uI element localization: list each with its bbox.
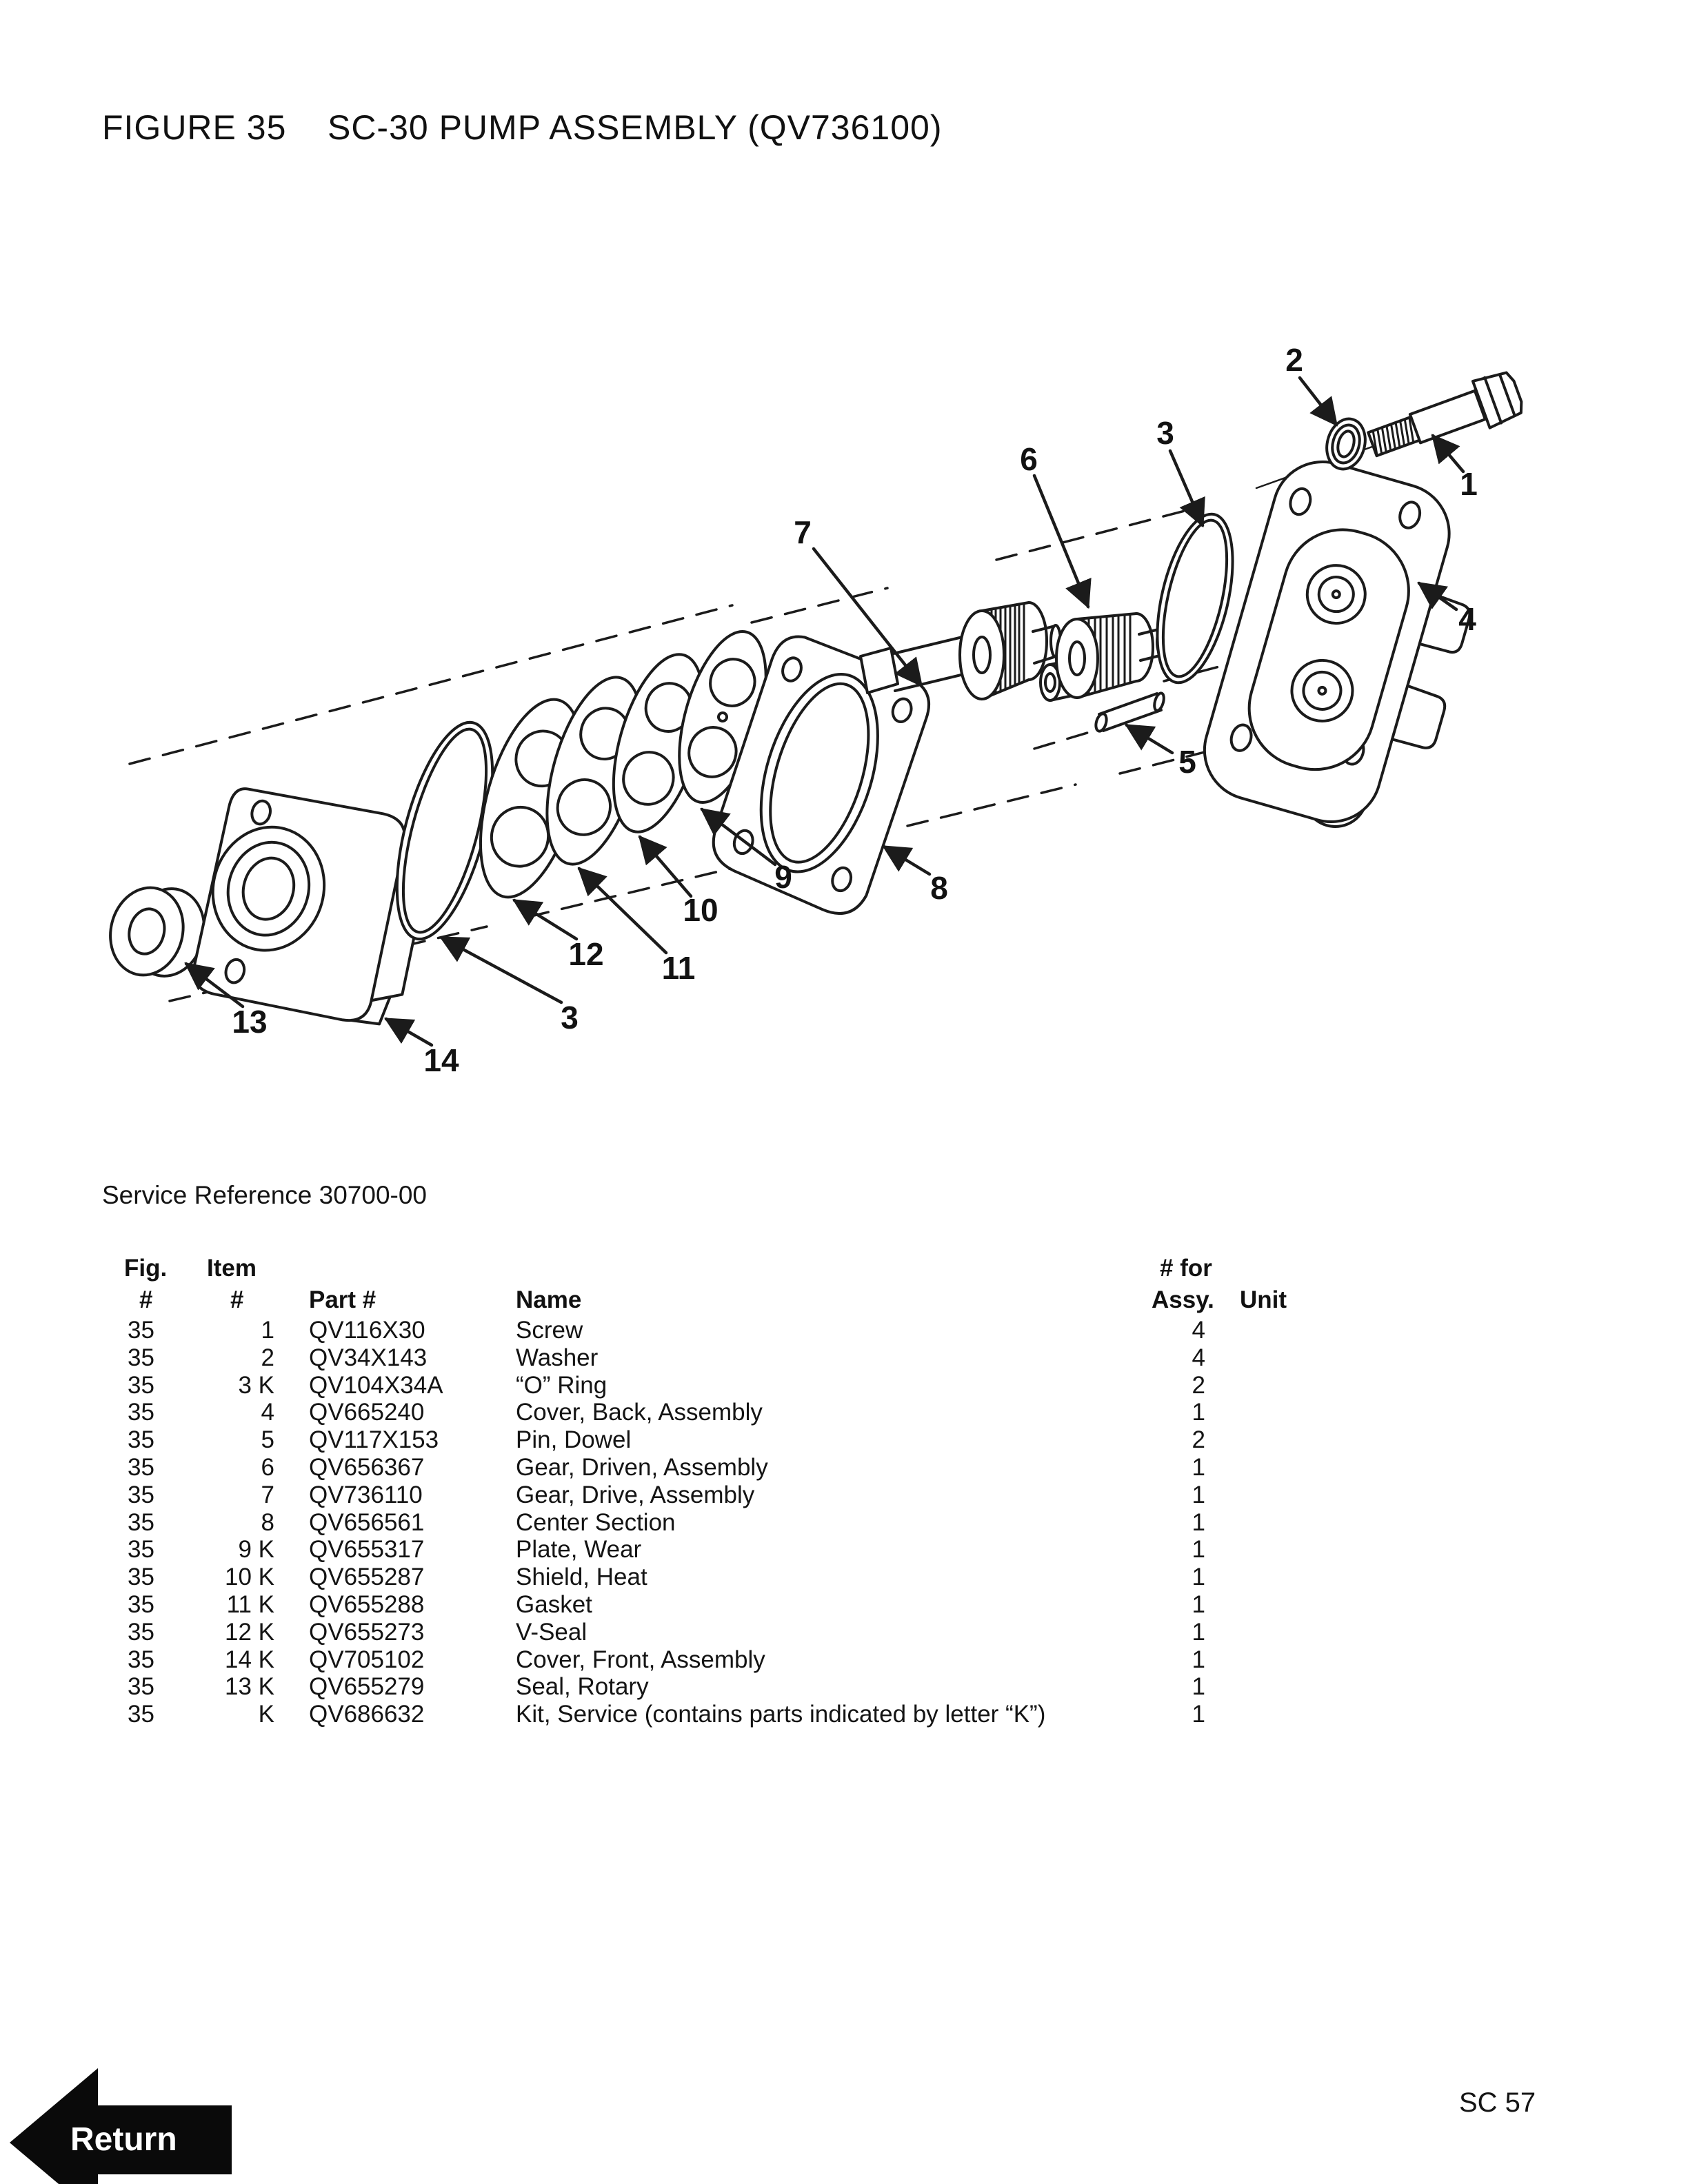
cell-name: Pin, Dowel (516, 1426, 632, 1454)
cell-fig: 35 (128, 1618, 154, 1646)
cell-part: QV656367 (309, 1454, 425, 1481)
header-fig-line2: # (139, 1286, 153, 1313)
cell-part: QV656561 (309, 1508, 425, 1536)
header-name: Name (516, 1286, 582, 1313)
table-row (0, 1426, 1688, 1454)
table-row (0, 1454, 1688, 1482)
cell-part: QV104X34A (309, 1371, 443, 1399)
cell-qty: 1 (1192, 1564, 1205, 1591)
callout-5: 5 (1178, 744, 1196, 780)
cell-fig: 35 (128, 1673, 154, 1701)
cell-qty: 2 (1192, 1371, 1205, 1399)
callout-8: 8 (930, 870, 948, 906)
return-button[interactable] (7, 2063, 239, 2184)
table-row (0, 1482, 1688, 1509)
cell-qty: 1 (1192, 1618, 1205, 1646)
cell-fig: 35 (128, 1701, 154, 1728)
callout-6: 6 (1020, 441, 1038, 477)
page-number: SC 57 (1459, 2087, 1536, 2118)
cell-name: Gear, Driven, Assembly (516, 1454, 768, 1481)
cell-item: 1 (261, 1317, 274, 1344)
cell-part: QV116X30 (309, 1317, 425, 1344)
cell-qty: 4 (1192, 1317, 1205, 1344)
callout-7: 7 (794, 514, 812, 550)
cell-name: Screw (516, 1317, 583, 1344)
cell-fig: 35 (128, 1344, 154, 1371)
cell-item: 12 K (225, 1618, 274, 1646)
callout-3: 3 (561, 1000, 579, 1035)
cell-item: 10 K (225, 1564, 274, 1591)
cell-part: QV655288 (309, 1591, 425, 1618)
header-item-line1: Item (207, 1255, 257, 1282)
cell-item: 9 K (238, 1536, 274, 1564)
cell-name: Seal, Rotary (516, 1673, 649, 1701)
cell-fig: 35 (128, 1591, 154, 1618)
table-row (0, 1536, 1688, 1564)
cell-item: 8 (261, 1508, 274, 1536)
callout-2: 2 (1285, 342, 1303, 378)
cell-part: QV34X143 (309, 1344, 428, 1371)
cell-part: QV705102 (309, 1646, 425, 1673)
cell-fig: 35 (128, 1564, 154, 1591)
cell-qty: 2 (1192, 1426, 1205, 1454)
table-row (0, 1591, 1688, 1619)
cell-qty: 1 (1192, 1481, 1205, 1508)
cell-part: QV655273 (309, 1618, 425, 1646)
cell-fig: 35 (128, 1371, 154, 1399)
cell-item: K (258, 1701, 274, 1728)
cell-name: Washer (516, 1344, 599, 1371)
return-label: Return (70, 2121, 177, 2158)
cell-name: Plate, Wear (516, 1536, 642, 1564)
callout-9: 9 (774, 859, 792, 895)
cell-name: Gear, Drive, Assembly (516, 1481, 755, 1508)
cell-qty: 1 (1192, 1673, 1205, 1701)
table-row (0, 1399, 1688, 1426)
cell-fig: 35 (128, 1508, 154, 1536)
cell-qty: 1 (1192, 1701, 1205, 1728)
cell-name: Center Section (516, 1508, 676, 1536)
table-row (0, 1372, 1688, 1399)
cell-part: QV655279 (309, 1673, 425, 1701)
callout-4: 4 (1458, 601, 1476, 637)
cell-item: 14 K (225, 1646, 274, 1673)
callout-11: 11 (661, 950, 696, 986)
cell-part: QV736110 (309, 1481, 423, 1508)
cell-item: 6 (261, 1454, 274, 1481)
table-row (0, 1344, 1688, 1372)
cell-fig: 35 (128, 1481, 154, 1508)
callout-3: 3 (1156, 415, 1174, 451)
cell-qty: 1 (1192, 1646, 1205, 1673)
cell-fig: 35 (128, 1646, 154, 1673)
cell-part: QV665240 (309, 1399, 425, 1426)
table-row (0, 1619, 1688, 1646)
cell-item: 3 K (238, 1371, 274, 1399)
cell-item: 13 K (225, 1673, 274, 1701)
cell-part: QV655317 (309, 1536, 425, 1564)
callout-14: 14 (423, 1042, 459, 1078)
cell-item: 2 (261, 1344, 274, 1371)
cell-name: Gasket (516, 1591, 592, 1618)
figure-title: FIGURE 35 SC-30 PUMP ASSEMBLY (QV736100) (102, 108, 943, 147)
table-row (0, 1509, 1688, 1537)
header-qty-line1: # for (1160, 1255, 1212, 1282)
cell-name: “O” Ring (516, 1371, 607, 1399)
cell-fig: 35 (128, 1536, 154, 1564)
callout-1: 1 (1460, 466, 1478, 502)
cell-qty: 1 (1192, 1454, 1205, 1481)
cell-part: QV117X153 (309, 1426, 439, 1454)
cell-part: QV655287 (309, 1564, 425, 1591)
cell-qty: 1 (1192, 1536, 1205, 1564)
cell-fig: 35 (128, 1454, 154, 1481)
header-qty-line2: Assy. (1152, 1286, 1214, 1313)
header-part: Part # (309, 1286, 376, 1313)
service-reference: Service Reference 30700-00 (102, 1181, 428, 1209)
cell-name: Shield, Heat (516, 1564, 647, 1591)
table-row (0, 1564, 1688, 1591)
callout-12: 12 (568, 936, 604, 972)
header-fig-line1: Fig. (124, 1255, 168, 1282)
cell-item: 7 (261, 1481, 274, 1508)
header-unit: Unit (1240, 1286, 1287, 1313)
cell-fig: 35 (128, 1426, 154, 1454)
cell-name: V-Seal (516, 1618, 587, 1646)
table-row (0, 1673, 1688, 1701)
table-row (0, 1646, 1688, 1674)
cell-item: 4 (261, 1399, 274, 1426)
cell-qty: 1 (1192, 1399, 1205, 1426)
callout-13: 13 (232, 1004, 268, 1040)
table-row (0, 1701, 1688, 1728)
cell-name: Cover, Back, Assembly (516, 1399, 763, 1426)
cell-part: QV686632 (309, 1701, 425, 1728)
callout-10: 10 (683, 892, 719, 928)
cell-qty: 1 (1192, 1591, 1205, 1618)
cell-item: 11 K (226, 1591, 274, 1618)
cell-name: Cover, Front, Assembly (516, 1646, 765, 1673)
cell-item: 5 (261, 1426, 274, 1454)
header-item-line2: # (230, 1286, 244, 1313)
table-row (0, 1317, 1688, 1344)
cell-name: Kit, Service (contains parts indicated by letter “K”) (516, 1701, 1046, 1728)
cell-fig: 35 (128, 1317, 154, 1344)
cell-qty: 4 (1192, 1344, 1205, 1371)
cell-fig: 35 (128, 1399, 154, 1426)
cell-qty: 1 (1192, 1508, 1205, 1536)
